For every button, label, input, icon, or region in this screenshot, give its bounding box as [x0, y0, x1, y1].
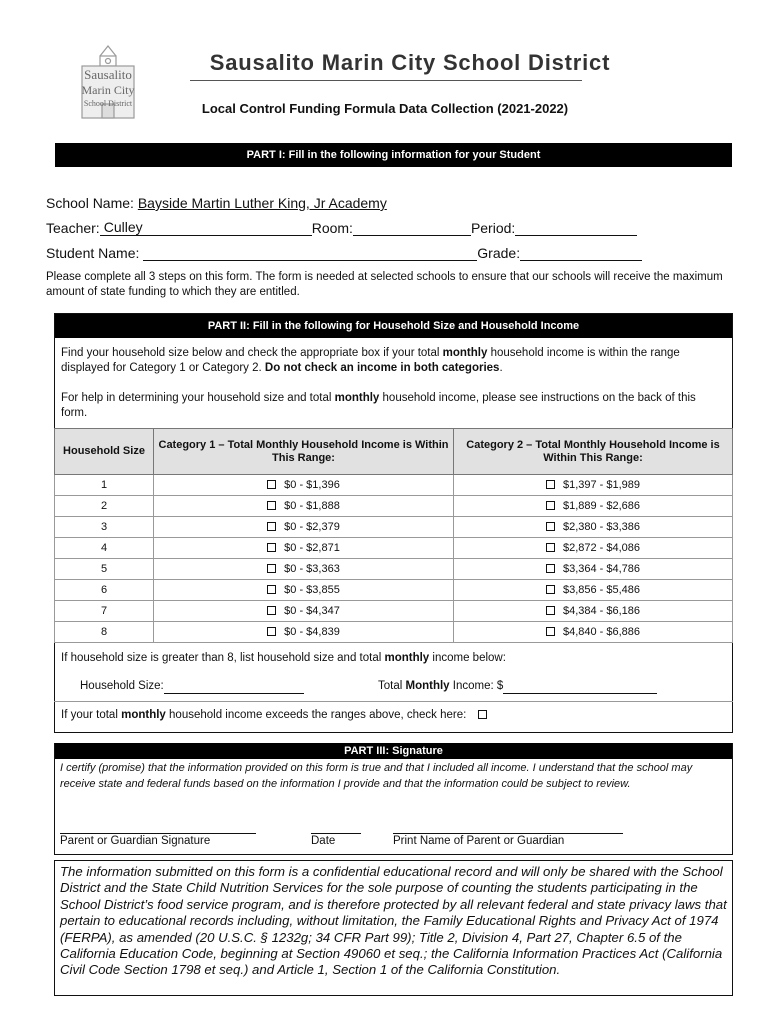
category-1-checkbox[interactable] — [267, 480, 276, 489]
category-1-range: $0 - $1,396 — [284, 479, 340, 491]
category-2-checkbox[interactable] — [546, 585, 555, 594]
student-row — [46, 245, 642, 261]
category-2-checkbox[interactable] — [546, 543, 555, 552]
period-field[interactable] — [515, 222, 637, 236]
title-underline — [190, 80, 582, 81]
total-income-row — [378, 679, 657, 694]
part2-instructions-2: For help in determining your household size and total monthly household income, please see instructions on the back of this form. — [61, 392, 696, 419]
room-label: Room: — [311, 220, 353, 236]
category-1-range: $0 - $2,379 — [284, 521, 340, 533]
category-1-range: $0 - $3,855 — [284, 584, 340, 596]
household-size-cell: 6 — [55, 580, 154, 601]
category-2-cell — [454, 559, 733, 580]
category-2-cell — [454, 538, 733, 559]
teacher-value: Culley — [103, 219, 143, 235]
income-row — [55, 538, 733, 559]
col-category-2: Category 2 – Total Monthly Household Income is Within This Range: — [454, 429, 733, 475]
part2-divider — [54, 701, 733, 702]
category-1-cell — [154, 601, 454, 622]
category-2-range: $2,872 - $4,086 — [562, 542, 641, 554]
category-2-checkbox[interactable] — [546, 522, 555, 531]
category-1-cell — [154, 559, 454, 580]
household-size-field[interactable] — [164, 682, 304, 694]
category-1-checkbox[interactable] — [267, 627, 276, 636]
category-2-cell — [454, 517, 733, 538]
logo-line-3: School District — [83, 99, 133, 108]
col-category-1: Category 1 – Total Monthly Household Income is Within This Range: — [154, 429, 454, 475]
instructions-note: Please complete all 3 steps on this form. The form is needed at selected schools to ensure that our schools will receive the maximum amount of state funding to which they are entitled. — [46, 271, 723, 298]
print-name-line[interactable] — [393, 833, 623, 834]
income-table — [54, 428, 733, 643]
household-size-cell: 2 — [55, 496, 154, 517]
signature-label: Parent or Guardian Signature — [60, 835, 211, 847]
category-1-checkbox[interactable] — [267, 501, 276, 510]
income-row — [55, 517, 733, 538]
grade-field[interactable] — [520, 247, 642, 261]
household-size-cell: 8 — [55, 622, 154, 643]
category-2-cell — [454, 622, 733, 643]
household-size-cell: 3 — [55, 517, 154, 538]
gt8-instructions: If household size is greater than 8, list household size and total monthly income below: — [61, 652, 506, 664]
district-title: Sausalito Marin City School District — [209, 50, 611, 75]
school-name-label: School Name: — [46, 195, 134, 211]
category-1-checkbox[interactable] — [267, 564, 276, 573]
category-2-range: $3,364 - $4,786 — [562, 563, 641, 575]
certification-text: I certify (promise) that the information provided on this form is true and that I included all income. I understand that the school may receive state and federal funds based on the information I provide and that the information could be subject to review. — [60, 762, 693, 790]
category-1-range: $0 - $2,871 — [284, 542, 340, 554]
income-row — [55, 559, 733, 580]
form-subtitle: Local Control Funding Formula Data Collection (2021-2022) — [201, 101, 569, 116]
total-income-label: Total Monthly Income: $ — [378, 680, 504, 692]
date-line[interactable] — [311, 833, 361, 834]
teacher-field[interactable] — [100, 219, 312, 236]
category-2-cell — [454, 496, 733, 517]
income-row — [55, 601, 733, 622]
category-1-checkbox[interactable] — [267, 585, 276, 594]
category-1-checkbox[interactable] — [267, 522, 276, 531]
exceeds-label: If your total monthly household income exceeds the ranges above, check here: — [61, 709, 467, 721]
household-size-cell: 4 — [55, 538, 154, 559]
category-2-range: $4,384 - $6,186 — [562, 605, 641, 617]
category-2-checkbox[interactable] — [546, 627, 555, 636]
exceeds-checkbox[interactable] — [478, 710, 487, 719]
category-1-cell — [154, 580, 454, 601]
category-1-cell — [154, 496, 454, 517]
category-2-cell — [454, 475, 733, 496]
household-size-label: Household Size: — [80, 680, 164, 692]
income-row — [55, 622, 733, 643]
date-label: Date — [311, 835, 336, 847]
part2-instructions-1: Find your household size below and check the appropriate box if your total monthly household income is within the range displayed for Category 1 or Category 2. Do not check an income in both categories. — [61, 347, 680, 374]
category-2-cell — [454, 580, 733, 601]
category-2-checkbox[interactable] — [546, 564, 555, 573]
print-name-label: Print Name of Parent or Guardian — [393, 835, 565, 847]
category-2-checkbox[interactable] — [546, 480, 555, 489]
period-label: Period: — [470, 220, 516, 236]
student-name-label: Student Name: — [46, 245, 140, 261]
household-size-cell: 1 — [55, 475, 154, 496]
category-1-checkbox[interactable] — [267, 543, 276, 552]
school-name-row — [46, 195, 387, 211]
student-name-field[interactable] — [143, 247, 477, 261]
category-2-range: $1,397 - $1,989 — [562, 479, 641, 491]
part2-header: PART II: Fill in the following for Household Size and Household Income — [55, 314, 732, 338]
teacher-row — [46, 220, 637, 236]
income-row — [55, 475, 733, 496]
income-row — [55, 580, 733, 601]
category-2-range: $3,856 - $5,486 — [562, 584, 641, 596]
category-2-range: $1,889 - $2,686 — [562, 500, 641, 512]
category-1-cell — [154, 538, 454, 559]
category-1-range: $0 - $4,839 — [284, 626, 340, 638]
category-1-range: $0 - $3,363 — [284, 563, 340, 575]
grade-label: Grade: — [477, 245, 521, 261]
category-1-cell — [154, 475, 454, 496]
total-income-field[interactable] — [503, 682, 657, 694]
category-1-cell — [154, 622, 454, 643]
school-name-value[interactable]: Bayside Martin Luther King, Jr Academy — [137, 195, 387, 211]
district-logo — [76, 42, 140, 122]
room-field[interactable] — [353, 222, 471, 236]
category-1-range: $0 - $4,347 — [284, 605, 340, 617]
household-size-cell: 5 — [55, 559, 154, 580]
part3-header: PART III: Signature — [55, 743, 732, 759]
category-2-checkbox[interactable] — [546, 501, 555, 510]
part1-header: PART I: Fill in the following information for your Student — [55, 143, 732, 167]
teacher-label: Teacher: — [46, 220, 100, 236]
household-size-row — [80, 679, 304, 694]
exceeds-row — [61, 708, 495, 723]
income-row — [55, 496, 733, 517]
col-household-size: Household Size — [55, 429, 154, 475]
category-2-checkbox[interactable] — [546, 606, 555, 615]
category-2-range: $4,840 - $6,886 — [562, 626, 641, 638]
category-2-range: $2,380 - $3,386 — [562, 521, 641, 533]
category-2-cell — [454, 601, 733, 622]
logo-line-2: Marin City — [81, 83, 135, 97]
logo-line-1: Sausalito — [84, 67, 132, 82]
signature-line[interactable] — [60, 833, 256, 834]
school-building-icon — [76, 42, 140, 122]
privacy-statement: The information submitted on this form is a confidential educational record and will only be shared with the School District and the State Child Nutrition Services for the sole purpose of counting the students participating in the School District’s food service program, and is therefore protected by all relevant federal and state privacy laws that pertain to educational records including, without limitation, the Family Educational Rights and Privacy Act of 1974 (FERPA), as amended (20 U.S.C. § 1232g; 34 CFR Part 99); Title 2, Division 4, Part 27, Chapter 6.5 of the California Education Code, beginning at Section 49060 et seq.; the California Information Practices Act (California Civil Code Section 1798 et seq.) and Article 1, Section 1 of the California Constitution. — [60, 864, 727, 978]
category-1-checkbox[interactable] — [267, 606, 276, 615]
category-1-cell — [154, 517, 454, 538]
household-size-cell: 7 — [55, 601, 154, 622]
category-1-range: $0 - $1,888 — [284, 500, 340, 512]
